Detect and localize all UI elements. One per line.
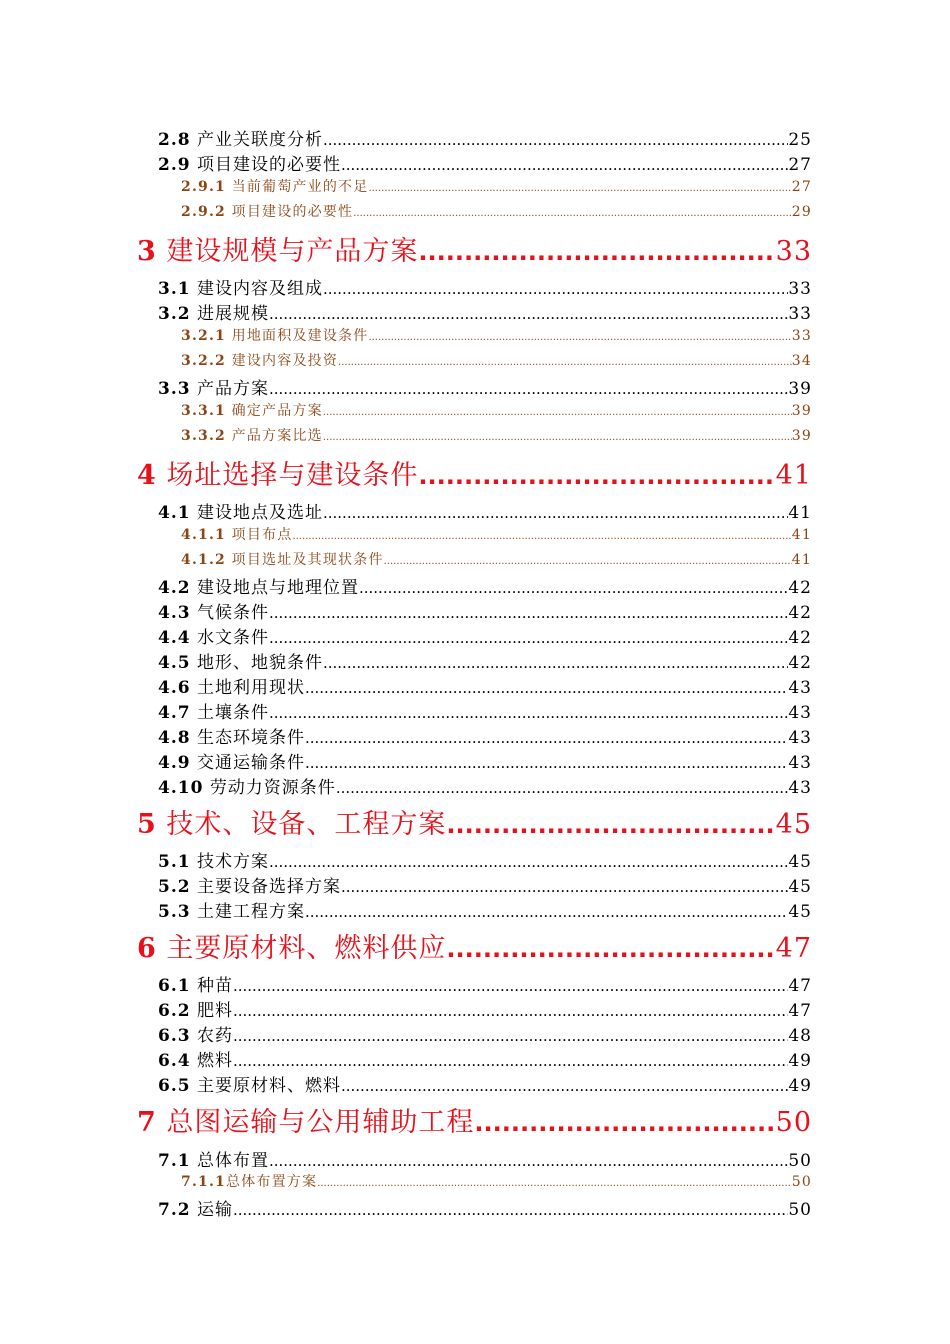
toc-dot-leader xyxy=(323,654,788,672)
toc-dot-leader xyxy=(418,238,775,266)
toc-entry-number: 3.1 xyxy=(158,279,191,299)
toc-page-number: 41 xyxy=(791,527,812,543)
toc-page-number: 49 xyxy=(788,1051,812,1071)
toc-dot-leader xyxy=(323,280,788,298)
toc-dot-leader xyxy=(341,1077,788,1095)
toc-chapter-6[interactable] xyxy=(137,926,812,966)
toc-page-number: 48 xyxy=(788,1026,812,1046)
toc-page-number: 27 xyxy=(791,179,812,195)
toc-dot-leader xyxy=(269,1152,788,1170)
toc-page-number: 50 xyxy=(775,1107,812,1138)
toc-chapter-number: 5 xyxy=(137,809,157,840)
toc-chapter-title: 场址选择与建设条件 xyxy=(166,460,419,491)
toc-page-number: 39 xyxy=(788,379,812,399)
toc-dot-leader xyxy=(233,1002,788,1020)
toc-page-number: 27 xyxy=(788,155,812,175)
toc-entry-6-2[interactable] xyxy=(158,996,812,1021)
toc-entry-title: 产品方案比选 xyxy=(231,428,323,444)
toc-chapter-number: 7 xyxy=(137,1107,157,1138)
toc-page-number: 41 xyxy=(791,552,812,568)
toc-dot-leader xyxy=(269,305,788,323)
toc-entry-title: 主要原材料、燃料 xyxy=(196,1076,341,1096)
toc-chapter-title: 技术、设备、工程方案 xyxy=(166,809,447,840)
toc-dot-leader xyxy=(269,704,788,722)
toc-entry-3-3-2[interactable] xyxy=(181,425,812,450)
toc-entry-number: 4.9 xyxy=(158,753,191,773)
toc-entry-4-4[interactable] xyxy=(158,623,812,648)
toc-dot-leader xyxy=(305,903,788,921)
toc-entry-2-8[interactable] xyxy=(158,125,812,150)
toc-entry-title: 总体布置方案 xyxy=(225,1174,318,1190)
toc-entry-number: 4.3 xyxy=(158,603,191,623)
toc-entry-number: 4.5 xyxy=(158,653,191,673)
toc-entry-title: 产品方案 xyxy=(196,379,269,399)
toc-entry-number: 7.1.1 xyxy=(181,1174,226,1190)
toc-entry-title: 确定产品方案 xyxy=(231,403,323,419)
toc-page-number: 43 xyxy=(788,678,812,698)
toc-entry-number: 2.9 xyxy=(158,155,191,175)
toc-page-number: 42 xyxy=(788,628,812,648)
toc-entry-number: 6.1 xyxy=(158,976,191,996)
toc-page-number: 42 xyxy=(788,653,812,673)
toc-chapter-number: 4 xyxy=(137,460,157,491)
toc-chapter-title: 建设规模与产品方案 xyxy=(166,236,419,267)
toc-entry-4-1-2[interactable] xyxy=(181,549,812,574)
toc-entry-7-1[interactable] xyxy=(158,1146,812,1171)
toc-dot-leader xyxy=(269,604,788,622)
toc-entry-number: 6.4 xyxy=(158,1051,191,1071)
toc-entry-title: 建设地点及选址 xyxy=(196,503,323,523)
toc-entry-number: 5.1 xyxy=(158,852,191,872)
toc-dot-leader xyxy=(323,504,788,522)
toc-entry-6-3[interactable] xyxy=(158,1021,812,1046)
toc-chapter-5[interactable] xyxy=(137,802,812,842)
toc-entry-title: 项目建设的必要性 xyxy=(231,204,354,220)
toc-entry-7-1-1[interactable] xyxy=(181,1171,812,1196)
toc-dot-leader xyxy=(305,754,788,772)
toc-entry-number: 4.10 xyxy=(158,778,204,798)
toc-entry-title: 水文条件 xyxy=(196,628,269,648)
toc-entry-title: 交通运输条件 xyxy=(196,753,305,773)
toc-dot-leader xyxy=(341,878,788,896)
toc-entry-title: 技术方案 xyxy=(196,852,269,872)
toc-entry-number: 4.1 xyxy=(158,503,191,523)
toc-dot-leader xyxy=(323,432,792,443)
toc-dot-leader xyxy=(336,779,789,797)
toc-entry-title: 建设内容及组成 xyxy=(196,279,323,299)
toc-entry-title: 土地利用现状 xyxy=(196,678,305,698)
toc-page-number: 49 xyxy=(788,1076,812,1096)
toc-dot-leader xyxy=(233,1027,788,1045)
toc-dot-leader xyxy=(338,357,792,368)
toc-page-number: 45 xyxy=(788,877,812,897)
toc-entry-6-1[interactable] xyxy=(158,971,812,996)
toc-entry-title: 土建工程方案 xyxy=(196,902,305,922)
toc-chapter-title: 主要原材料、燃料供应 xyxy=(166,933,447,964)
toc-dot-leader xyxy=(341,156,788,174)
toc-page-number: 39 xyxy=(791,428,812,444)
toc-chapter-number: 6 xyxy=(137,933,157,964)
toc-entry-number: 2.8 xyxy=(158,130,191,150)
toc-entry-number: 3.2 xyxy=(158,304,191,324)
toc-dot-leader xyxy=(446,811,775,839)
toc-entry-7-2[interactable] xyxy=(158,1195,812,1220)
toc-entry-4-9[interactable] xyxy=(158,748,812,773)
toc-entry-number: 2.9.2 xyxy=(181,204,226,220)
toc-entry-3-3-1[interactable] xyxy=(181,400,812,425)
toc-entry-title: 主要设备选择方案 xyxy=(196,877,341,897)
toc-entry-4-5[interactable] xyxy=(158,648,812,673)
toc-entry-5-3[interactable] xyxy=(158,897,812,922)
toc-page-number: 25 xyxy=(788,130,812,150)
toc-entry-title: 产业关联度分析 xyxy=(196,130,323,150)
toc-entry-number: 3.3.1 xyxy=(181,403,226,419)
toc-entry-number: 4.7 xyxy=(158,703,191,723)
toc-dot-leader xyxy=(305,729,788,747)
toc-entry-number: 7.2 xyxy=(158,1200,191,1220)
toc-dot-leader xyxy=(418,462,775,490)
toc-entry-title: 燃料 xyxy=(196,1051,233,1071)
toc-page-number: 33 xyxy=(788,304,812,324)
toc-entry-3-1[interactable] xyxy=(158,274,812,299)
toc-page-number: 29 xyxy=(791,204,812,220)
toc-entry-number: 6.3 xyxy=(158,1026,191,1046)
toc-page-number: 43 xyxy=(788,778,812,798)
toc-entry-6-4[interactable] xyxy=(158,1046,812,1071)
toc-dot-leader xyxy=(368,332,791,343)
toc-entry-number: 5.3 xyxy=(158,902,191,922)
toc-page-number: 47 xyxy=(775,933,812,964)
toc-entry-3-2[interactable] xyxy=(158,299,812,324)
toc-entry-title: 项目选址及其现状条件 xyxy=(231,552,384,568)
toc-dot-leader xyxy=(269,380,788,398)
toc-entry-6-5[interactable] xyxy=(158,1071,812,1096)
toc-dot-leader xyxy=(233,1201,788,1219)
toc-entry-number: 6.2 xyxy=(158,1001,191,1021)
toc-chapter-3[interactable] xyxy=(137,229,812,269)
toc-dot-leader xyxy=(292,531,791,542)
toc-entry-4-8[interactable] xyxy=(158,723,812,748)
toc-page-number: 34 xyxy=(791,353,812,369)
toc-entry-3-3[interactable] xyxy=(158,374,812,399)
toc-entry-4-3[interactable] xyxy=(158,598,812,623)
toc-entry-title: 项目建设的必要性 xyxy=(196,155,341,175)
toc-dot-leader xyxy=(368,183,791,194)
toc-entry-5-2[interactable] xyxy=(158,872,812,897)
toc-entry-title: 种苗 xyxy=(196,976,233,996)
toc-chapter-4[interactable] xyxy=(137,453,812,493)
toc-entry-4-10[interactable] xyxy=(158,773,812,798)
toc-page-number: 42 xyxy=(788,603,812,623)
toc-page-number: 45 xyxy=(788,852,812,872)
toc-dot-leader xyxy=(323,407,792,418)
toc-entry-number: 3.2.2 xyxy=(181,353,226,369)
toc-dot-leader xyxy=(233,977,788,995)
toc-entry-title: 农药 xyxy=(196,1026,233,1046)
toc-page-number: 42 xyxy=(788,578,812,598)
toc-entry-5-1[interactable] xyxy=(158,847,812,872)
toc-page-number: 43 xyxy=(788,753,812,773)
toc-entry-number: 4.4 xyxy=(158,628,191,648)
toc-page-number: 33 xyxy=(775,236,812,267)
toc-page-number: 50 xyxy=(791,1174,812,1190)
toc-entry-title: 土壤条件 xyxy=(196,703,269,723)
toc-entry-title: 用地面积及建设条件 xyxy=(231,328,369,344)
toc-entry-2-9-2[interactable] xyxy=(181,201,812,226)
toc-entry-title: 建设地点与地理位置 xyxy=(196,578,359,598)
toc-entry-number: 4.2 xyxy=(158,578,191,598)
toc-page-number: 43 xyxy=(788,728,812,748)
toc-entry-4-6[interactable] xyxy=(158,673,812,698)
toc-entry-number: 7.1 xyxy=(158,1151,191,1171)
toc-page-number: 33 xyxy=(791,328,812,344)
toc-entry-title: 劳动力资源条件 xyxy=(209,778,336,798)
toc-page-number: 50 xyxy=(788,1200,812,1220)
toc-dot-leader xyxy=(233,1052,788,1070)
toc-page-number: 41 xyxy=(775,460,812,491)
toc-entry-number: 4.8 xyxy=(158,728,191,748)
toc-entry-4-1-1[interactable] xyxy=(181,524,812,549)
toc-dot-leader xyxy=(359,579,788,597)
toc-entry-number: 4.1.1 xyxy=(181,527,226,543)
toc-entry-title: 项目布点 xyxy=(231,527,293,543)
toc-entry-title: 运输 xyxy=(196,1200,233,1220)
toc-entry-3-2-2[interactable] xyxy=(181,350,812,375)
toc-entry-4-1[interactable] xyxy=(158,498,812,523)
toc-page-number: 39 xyxy=(791,403,812,419)
toc-dot-leader xyxy=(269,629,788,647)
toc-entry-title: 肥料 xyxy=(196,1001,233,1021)
toc-page-number: 47 xyxy=(788,976,812,996)
toc-entry-title: 总体布置 xyxy=(196,1151,269,1171)
toc-entry-3-2-1[interactable] xyxy=(181,325,812,350)
toc-page-number: 41 xyxy=(788,503,812,523)
toc-entry-number: 3.3.2 xyxy=(181,428,226,444)
toc-entry-title: 进展规模 xyxy=(196,304,269,324)
toc-page-number: 50 xyxy=(788,1151,812,1171)
toc-page-number: 33 xyxy=(788,279,812,299)
toc-dot-leader xyxy=(353,208,792,219)
toc-entry-number: 5.2 xyxy=(158,877,191,897)
toc-page-number: 45 xyxy=(788,902,812,922)
toc-chapter-7[interactable] xyxy=(137,1100,812,1140)
toc-dot-leader xyxy=(446,935,775,963)
toc-entry-number: 4.6 xyxy=(158,678,191,698)
toc-dot-leader xyxy=(474,1109,775,1137)
toc-entry-number: 3.2.1 xyxy=(181,328,226,344)
toc-page-number: 47 xyxy=(788,1001,812,1021)
toc-entry-number: 6.5 xyxy=(158,1076,191,1096)
toc-dot-leader xyxy=(269,853,788,871)
toc-dot-leader xyxy=(305,679,788,697)
toc-entry-4-7[interactable] xyxy=(158,698,812,723)
toc-entry-number: 4.1.2 xyxy=(181,552,226,568)
toc-entry-4-2[interactable] xyxy=(158,573,812,598)
toc-dot-leader xyxy=(317,1178,792,1189)
toc-entry-title: 当前葡萄产业的不足 xyxy=(231,179,369,195)
toc-chapter-title: 总图运输与公用辅助工程 xyxy=(166,1107,475,1138)
toc-entry-2-9-1[interactable] xyxy=(181,176,812,201)
toc-entry-2-9[interactable] xyxy=(158,150,812,175)
toc-entry-title: 建设内容及投资 xyxy=(231,353,339,369)
toc-dot-leader xyxy=(384,556,792,567)
toc-entry-title: 生态环境条件 xyxy=(196,728,305,748)
toc-entry-title: 地形、地貌条件 xyxy=(196,653,323,673)
toc-entry-number: 2.9.1 xyxy=(181,179,226,195)
toc-page-number: 43 xyxy=(788,703,812,723)
toc-chapter-number: 3 xyxy=(137,236,157,267)
toc-entry-title: 气候条件 xyxy=(196,603,269,623)
toc-page-number: 45 xyxy=(775,809,812,840)
toc-entry-number: 3.3 xyxy=(158,379,191,399)
toc-dot-leader xyxy=(323,131,788,149)
